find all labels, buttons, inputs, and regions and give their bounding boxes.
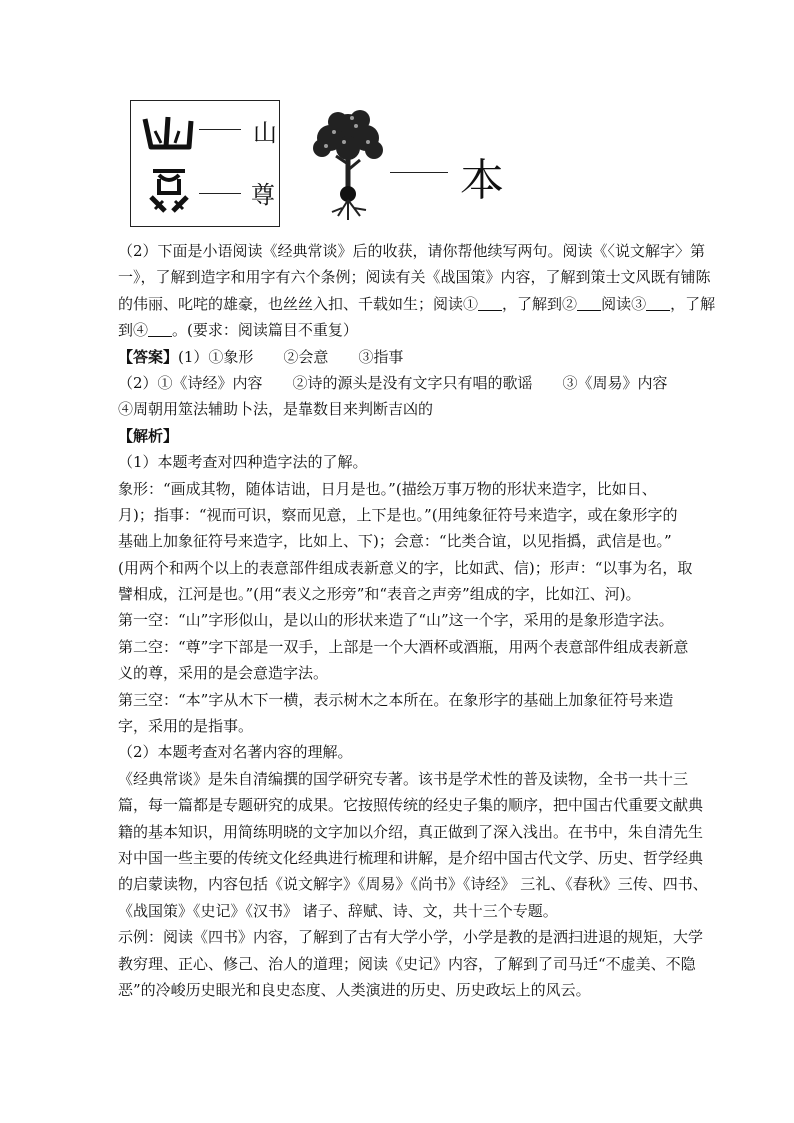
analysis-line: 第二空：“尊”字下部是一双手，上部是一个大酒杯或酒瓶，用两个表意部件组成表新意	[118, 637, 689, 656]
analysis-line: 字，采用的是指事。	[118, 717, 254, 736]
analysis-line: 基础上加象征符号来造字，比如上、下)；会意：“比类合谊，以见指撝，武信是也。”	[118, 532, 672, 551]
question-line: 的伟丽、叱咤的雄豪，也丝丝入扣、千载如生；阅读① ，了解到② 阅读③ ，了解	[118, 294, 716, 313]
analysis-line: 譬相成，江河是也。”(用“表义之形旁”和“表音之声旁”组成的字，比如江、河)。	[118, 585, 641, 604]
modern-char-ben: 本	[460, 155, 504, 206]
analysis-label: 【解析】	[118, 426, 179, 445]
answer-blank	[646, 294, 670, 311]
question-line: 到④ 。(要求：阅读篇目不重复）	[118, 321, 358, 340]
answer-blank	[577, 294, 601, 311]
character-box	[130, 100, 280, 227]
analysis-line: (用两个和两个以上的表意部件组成表新意义的字，比如武、信)；形声：“以事为名，取	[118, 558, 693, 577]
analysis-body	[118, 449, 708, 1003]
analysis-line: 的启蒙读物，内容包括《说文解字》《周易》《尚书》《诗经》 三礼、《春秋》三传、四书、	[118, 875, 708, 894]
analysis-line: 恶”的冷峻历史眼光和良史态度、人类演进的历史、历史政坛上的风云。	[118, 980, 591, 999]
question-line: 一》，了解到造字和用字有六个条例；阅读有关《战国策》内容，了解到策士文风既有铺陈	[118, 268, 711, 287]
document-body	[118, 238, 716, 1003]
answer-label: 【答案】	[118, 347, 179, 366]
character-evolution-figure	[130, 100, 520, 230]
analysis-line: 示例：阅读《四书》内容，了解到了古有大学小学，小学是教的是洒扫进退的规矩，大学	[118, 928, 704, 947]
dash-line	[199, 129, 241, 130]
analysis-line: 义的尊，采用的是会意造字法。	[118, 664, 329, 683]
analysis-line: 象形：“画成其物，随体诘诎，日月是也。”(描绘万事万物的形状来造字，比如日、	[118, 479, 657, 498]
analysis-line: 籍的基本知识，用简练明晓的文字加以介绍，真正做到了深入浅出。在书中，朱自清先生	[118, 822, 704, 841]
ancient-shan-glyph	[141, 113, 195, 153]
analysis-line: 篇，每一篇都是专题研究的成果。它按照传统的经史子集的顺序，把中国古代重要文献典	[118, 796, 704, 815]
ancient-ben-tree-glyph	[308, 108, 388, 224]
analysis-line: 第一空：“山”字形似山，是以山的形状来造了“山”这一个字，采用的是象形造字法。	[118, 611, 674, 630]
dash-line	[390, 172, 448, 173]
modern-char-zun: 尊	[251, 181, 275, 209]
analysis-line: 教穷理、正心、修己、治人的道理；阅读《史记》内容，了解到了司马迁“不虚美、不隐	[118, 954, 696, 973]
question-line: （2）下面是小语阅读《经典常谈》后的收获，请你帮他续写两句。阅读《〈说文解字〉第	[118, 242, 706, 260]
answer-line: （2）①《诗经》内容 ②诗的源头是没有文字只有唱的歌谣 ③《周易》内容	[118, 373, 668, 392]
answer-blank	[478, 294, 502, 311]
answer-blank	[148, 320, 172, 337]
analysis-line: 《经典常谈》是朱自清编撰的国学研究专著。该书是学术性的普及读物，全书一共十三	[118, 769, 689, 788]
analysis-line: 对中国一些主要的传统文化经典进行梳理和讲解，是介绍中国古代文学、历史、哲学经典	[118, 848, 704, 867]
analysis-line: 月)；指事：“视而可识，察而见意，上下是也。”(用纯象征符号来造字，或在象形字的	[118, 505, 678, 524]
answer-line: 【答案】(1）①象形 ②会意 ③指事	[118, 347, 404, 366]
ancient-zun-glyph	[145, 165, 193, 215]
dash-line	[199, 193, 241, 194]
analysis-line: 第三空：“本”字从木下一横，表示树木之本所在。在象形字的基础上加象征符号来造	[118, 690, 674, 709]
analysis-line: （1）本题考查对四种造字法的了解。	[118, 453, 368, 472]
analysis-line: （2）本题考查对名著内容的理解。	[118, 743, 353, 762]
modern-char-shan: 山	[253, 119, 277, 147]
answer-line: ④周朝用筮法辅助卜法，是靠数目来判断吉凶的	[118, 400, 434, 419]
analysis-line: 《战国策》《史记》《汉书》 诸子、辞赋、诗、文，共十三个专题。	[118, 901, 558, 920]
